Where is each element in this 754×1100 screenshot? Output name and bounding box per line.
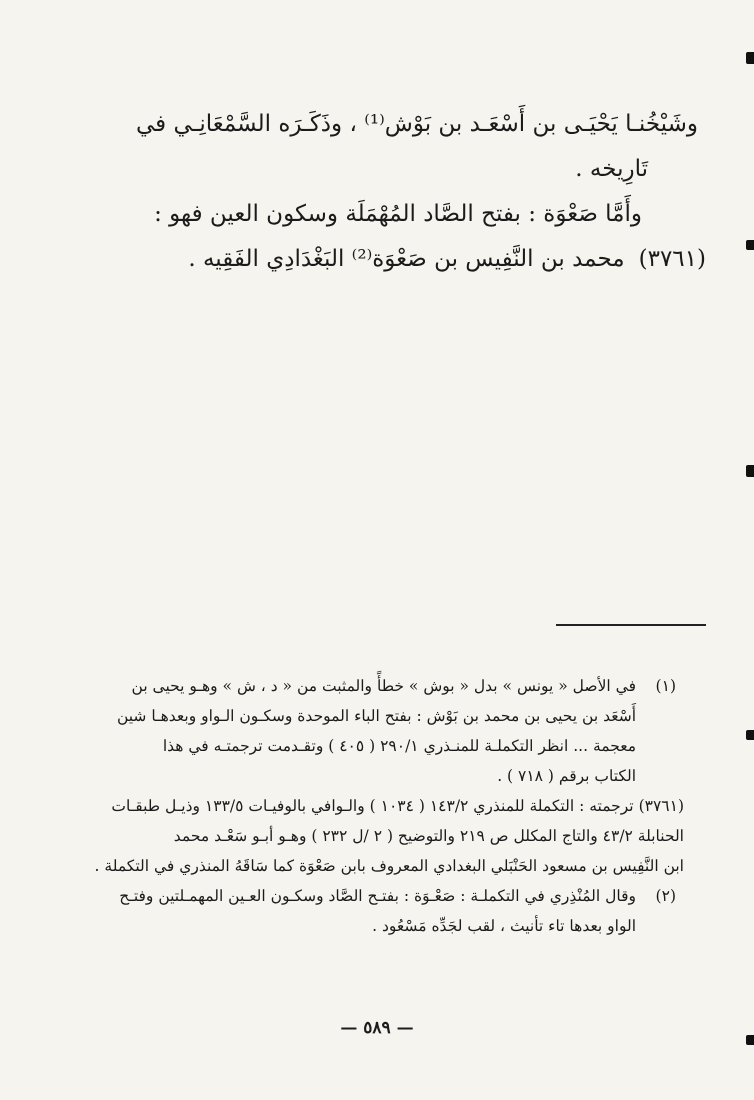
- entry-number: (٣٧٦١): [638, 246, 706, 272]
- footnote-2-line-1: (٢)وقال المُنْذِري في التكملـة : صَعْـوَة : بفتـح الصَّاد وسكـون العـين المهمـلتين وفتـح: [119, 887, 676, 905]
- scan-mark: [746, 465, 754, 477]
- footnote-3761-line-3: ابن النَّفِيس بن مسعود الحَنْبَلي البغدادي المعروف بابن صَعْوَة كما سَاقَهُ المنذري في التكملة .: [94, 857, 684, 875]
- footnote-1-line-3: معجمة ... انظر التكملـة للمنـذري ٢٩٠/١ ( ٤٠٥ ) وتقـدمت ترجمتـه في هذا: [162, 737, 636, 755]
- footnote-1-number: (١): [655, 677, 676, 695]
- footnote-2-line-2: الواو بعدها تاء تأنيث ، لقب لجَدِّه مَسْعُود .: [372, 917, 636, 935]
- page-number: — ٥٨٩ —: [340, 1018, 414, 1038]
- footnote-divider: [556, 624, 706, 626]
- scan-mark: [746, 52, 754, 64]
- footnote-3761-line-2: الحنابلة ٤٣/٢ والتاج المكلل ص ٢١٩ والتوضيح ( ٢ /ل ٢٣٢ ) وهـو أبـو سَعْـد محمد: [173, 827, 684, 845]
- footnote-1-line-1: (١)في الأصل « يونس » بدل « بوش » خطأً والمثبت من « د ، ش » وهـو يحيى بن: [131, 677, 676, 695]
- footnote-3761-line-1: (٣٧٦١) ترجمته : التكملة للمنذري ١٤٣/٢ ( ١٠٣٤ ) والـوافي بالوفيـات ١٣٣/٥ وذيـل طبقـات: [111, 797, 684, 815]
- main-line-2: تَارِيخه .: [575, 156, 648, 182]
- footnote-1-line-4: الكتاب برقم ( ٧١٨ ) .: [497, 767, 636, 785]
- scan-mark: [746, 730, 754, 740]
- scan-mark: [746, 240, 754, 250]
- entry-text: محمد بن النَّفِيس بن صَعْوَة⁽²⁾ البَغْدَادِي الفَقِيه .: [188, 246, 625, 272]
- main-line-1: وشَيْخُنـا يَحْيَـى بن أَسْعَـد بن بَوْش⁽¹⁾ ، وذَكَـرَه السَّمْعَانِـي في: [135, 111, 698, 137]
- footnote-3761-number: (٣٧٦١): [638, 797, 684, 815]
- footnote-1-line-2: أَسْعَد بن يحيى بن محمد بن بَوْش : بفتح الباء الموحدة وسكـون الـواو وبعدهـا شين: [116, 707, 636, 725]
- entry-line: [188, 245, 706, 273]
- footnote-2-number: (٢): [655, 887, 676, 905]
- scan-mark: [746, 1035, 754, 1045]
- main-line-3: وأَمَّا صَعْوَة : بفتح الصَّاد المُهْمَلَة وسكون العين فهو :: [154, 201, 642, 227]
